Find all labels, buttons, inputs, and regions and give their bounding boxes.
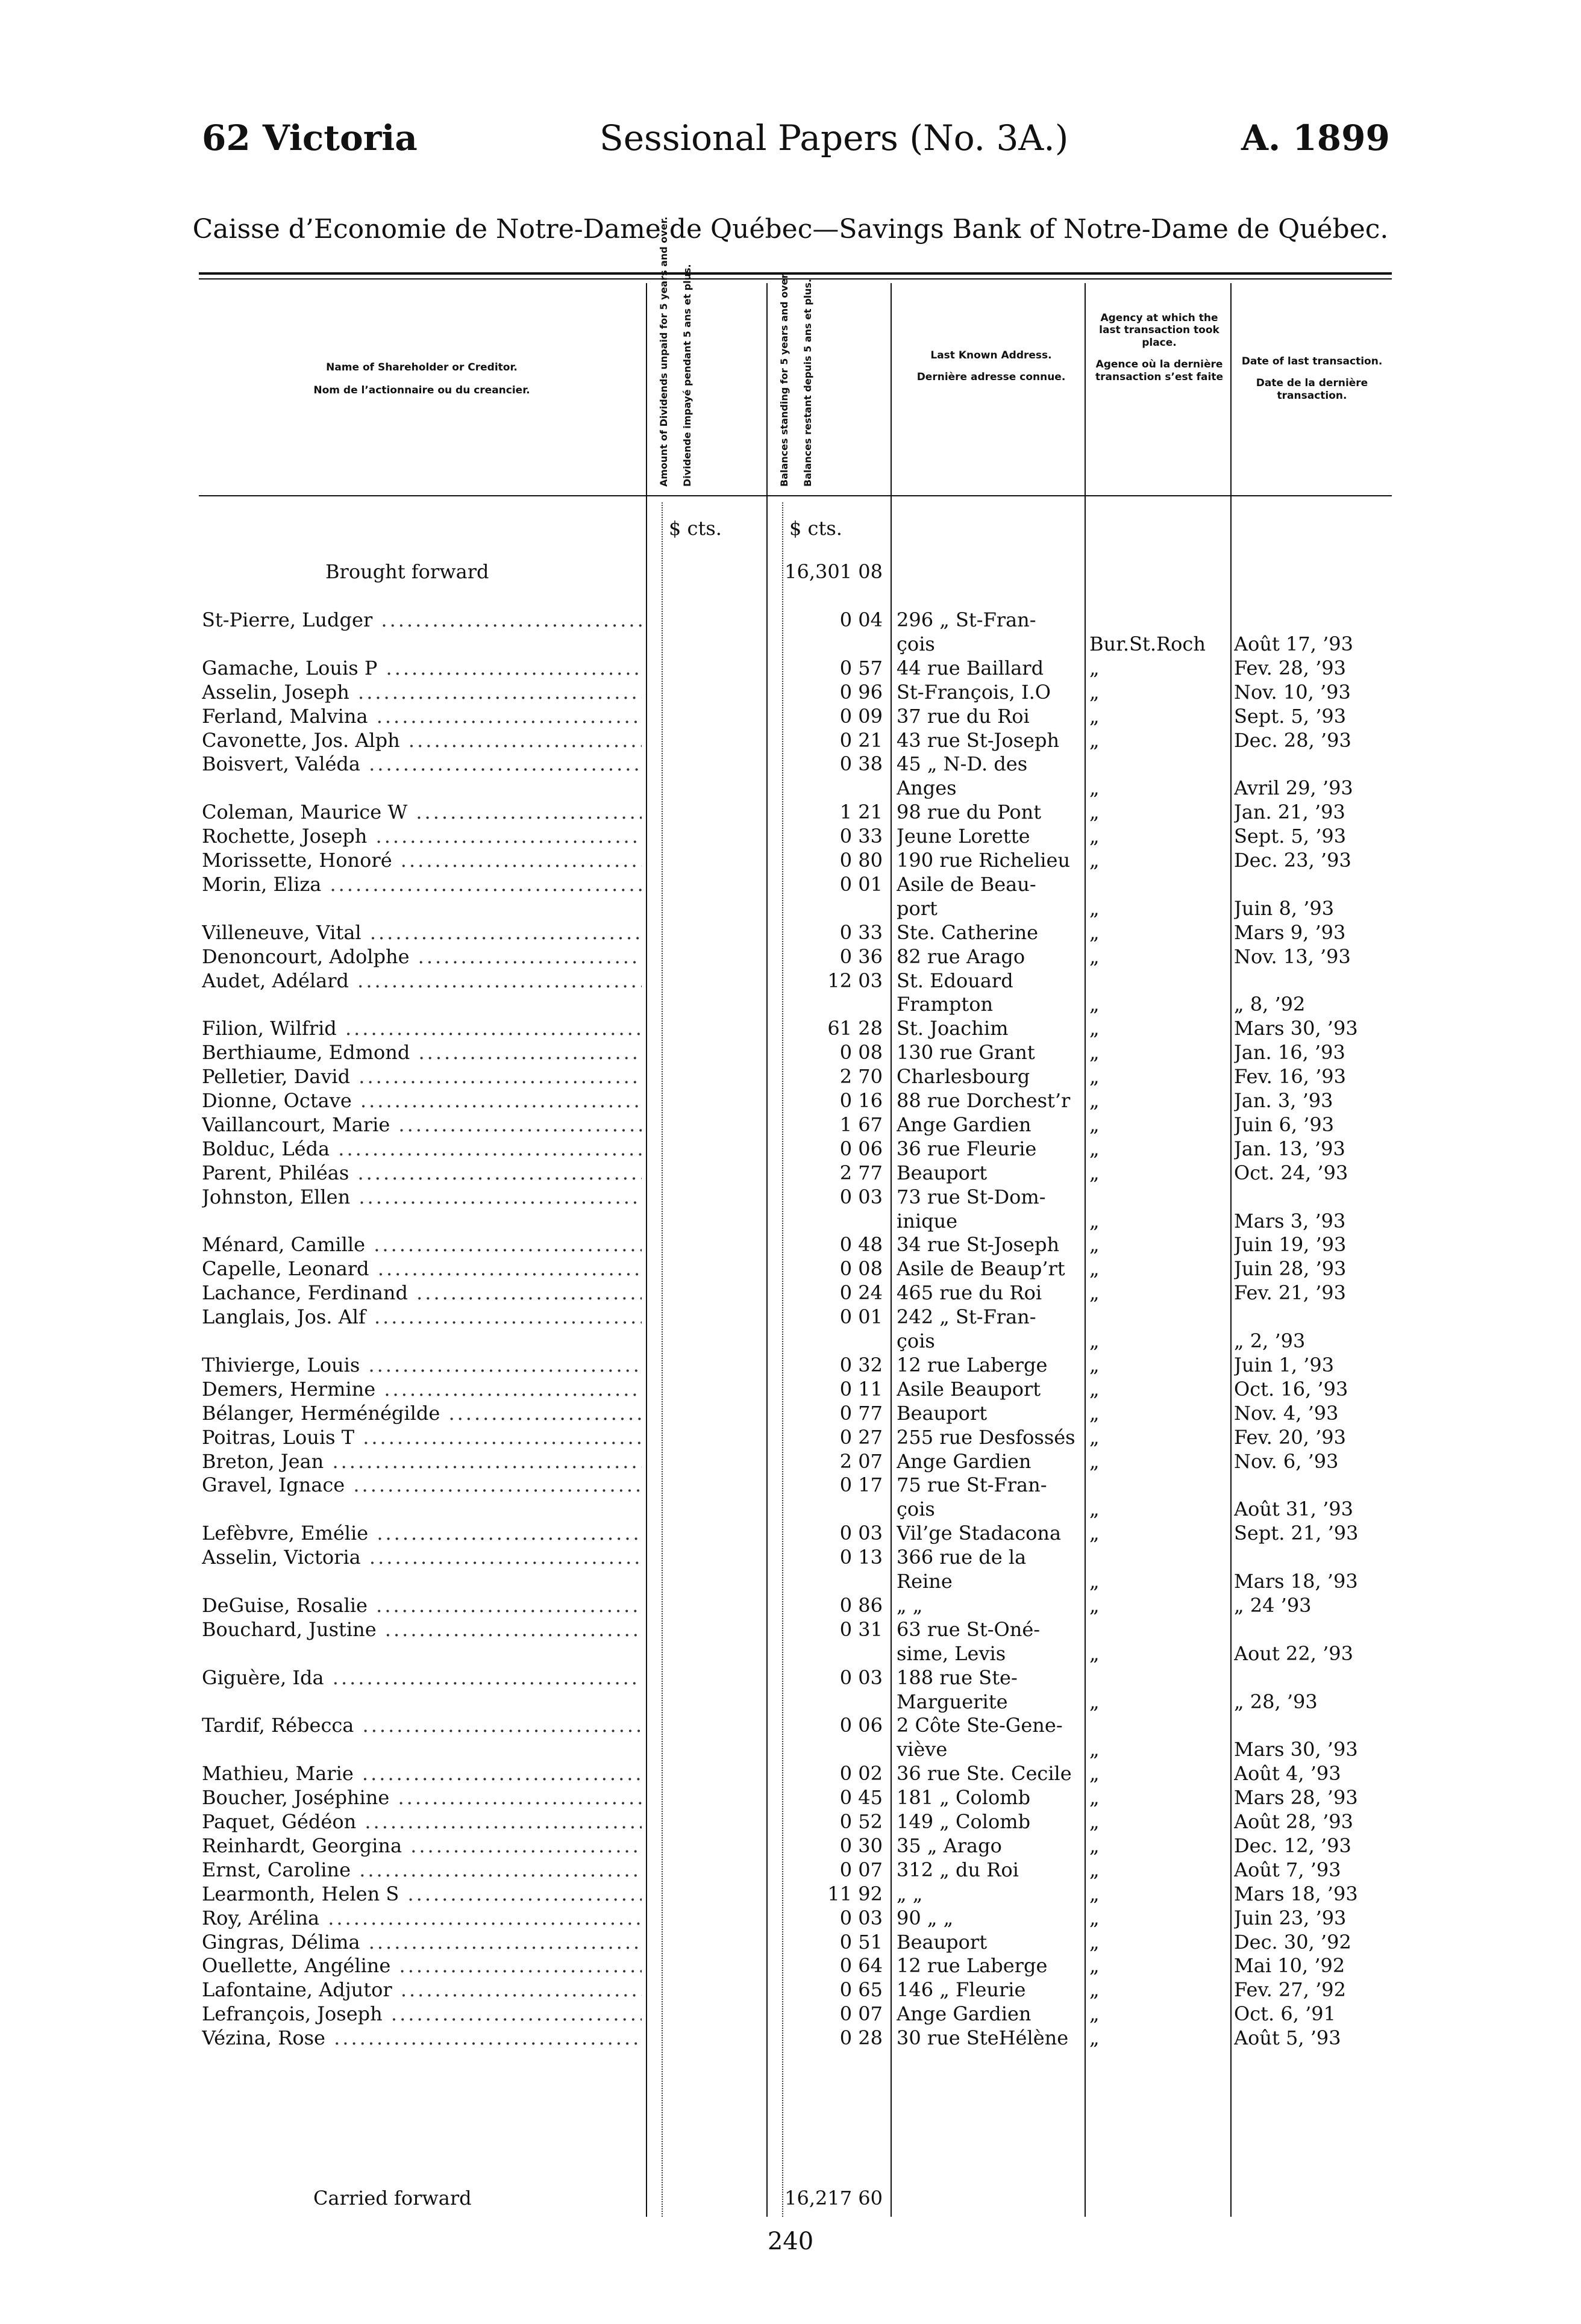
row-agency: „ [1089,1810,1100,1833]
row-address: inique [897,1210,958,1232]
row-address: 130 rue Grant [897,1041,1035,1064]
row-balance: 0 13 [839,1546,883,1569]
row-address: viève [897,1738,948,1761]
row-balance: 0 45 [839,1786,883,1809]
row-address: Charlesbourg [897,1065,1030,1088]
row-agency: „ [1089,849,1100,872]
row-date: Nov. 10, ’93 [1234,681,1351,704]
row-address: Ange Gardien [897,1113,1032,1136]
column-header-dividends-fr: Dividende impayé pendant 5 ans et plus. [681,264,693,487]
row-name: Lefèbvre, Emélie ..... [202,1522,642,1545]
row-date: Oct. 16, ’93 [1234,1378,1348,1401]
row-address: 2 Côte Ste-Gene- [897,1714,1063,1737]
row-date: Mars 18, ’93 [1234,1570,1358,1593]
row-balance: 0 57 [839,657,883,679]
row-name: Dionne, Octave ..... [202,1089,642,1112]
row-name: Giguère, Ida ..... [202,1666,642,1689]
row-date: Août 5, ’93 [1234,2026,1341,2049]
row-name: DeGuise, Rosalie ..... [202,1594,642,1617]
row-address: 312 „ du Roi [897,1858,1019,1881]
row-name: Johnston, Ellen ..... [202,1185,642,1208]
header-rule [199,495,1392,496]
row-address: Jeune Lorette [897,825,1030,848]
row-agency: „ [1089,2002,1100,2025]
row-balance: 0 02 [839,1762,883,1785]
row-name: Vézina, Rose ..... [202,2026,642,2049]
row-name: Pelletier, David ..... [202,1065,642,1088]
row-agency: „ [1089,1210,1100,1232]
row-name: Lafontaine, Adjutor ..... [202,1978,642,2001]
row-address: 43 rue St-Joseph [897,729,1060,752]
row-date: Nov. 4, ’93 [1234,1402,1339,1425]
row-address: çois [897,1329,935,1352]
row-date: Nov. 13, ’93 [1234,945,1351,968]
row-balance: 0 30 [839,1834,883,1857]
row-address: 75 rue St-Fran- [897,1473,1047,1496]
row-balance: 0 03 [839,1907,883,1929]
column-header-balances-fr: Balances restant depuis 5 ans et plus. [801,278,813,487]
row-date: Août 7, ’93 [1234,1858,1341,1881]
row-balance: 0 28 [839,2026,883,2049]
row-address: Frampton [897,993,994,1016]
header-year: A. 1899 [1241,117,1390,158]
row-name: Ferland, Malvina ..... [202,705,642,728]
row-balance: 0 80 [839,849,883,872]
header-volume: 62 Victoria [202,117,418,158]
row-date: Août 28, ’93 [1234,1810,1353,1833]
row-agency: „ [1089,1907,1100,1929]
row-address: 188 rue Ste- [897,1666,1018,1689]
row-name: St-Pierre, Ludger ..... [202,608,642,631]
column-rule-1b [662,502,663,2217]
row-name: Coleman, Maurice W ..... [202,801,642,823]
row-date: Jan. 16, ’93 [1234,1041,1345,1064]
balances-unit: $ cts. [789,517,842,540]
row-balance: 1 21 [839,801,883,823]
row-address: 36 rue Fleurie [897,1137,1037,1160]
row-date: „ 2, ’93 [1234,1329,1306,1352]
column-header-balances [778,272,815,487]
row-balance: 0 03 [839,1522,883,1545]
row-balance: 0 33 [839,921,883,944]
row-agency: „ [1089,1498,1100,1520]
row-address: 465 rue du Roi [897,1281,1042,1304]
row-agency: „ [1089,1858,1100,1881]
row-balance: 0 07 [839,2002,883,2025]
row-agency: „ [1089,1402,1100,1425]
row-balance: 0 08 [839,1041,883,1064]
row-name: Bolduc, Léda ..... [202,1137,642,1160]
row-date: Fev. 27, ’92 [1234,1978,1346,2001]
column-header-date [1235,355,1389,402]
row-balance: 0 03 [839,1666,883,1689]
row-balance: 61 28 [827,1017,883,1040]
row-name: Rochette, Joseph ..... [202,825,642,848]
row-address: 34 rue St-Joseph [897,1233,1060,1256]
row-date: Fev. 20, ’93 [1234,1426,1346,1449]
page-number: 240 [767,2228,814,2255]
column-header-agency-en: Agency at which the last transaction took place. [1099,312,1219,349]
row-address: St-François, I.O [897,681,1051,704]
row-balance: 0 17 [839,1473,883,1496]
row-address: 35 „ Arago [897,1834,1002,1857]
carried-forward-value: 16,217 60 [784,2187,883,2210]
row-address: Asile Beauport [897,1378,1041,1401]
row-date: Mars 28, ’93 [1234,1786,1358,1809]
row-date: Juin 19, ’93 [1234,1233,1347,1256]
row-balance: 12 03 [827,969,883,992]
row-balance: 0 77 [839,1402,883,1425]
row-address: 36 rue Ste. Cecile [897,1762,1072,1785]
row-agency: „ [1089,729,1100,752]
row-date: Sept. 21, ’93 [1234,1522,1359,1545]
row-name: Mathieu, Marie ..... [202,1762,642,1785]
row-name: Morin, Eliza ..... [202,873,642,896]
row-balance: 0 16 [839,1089,883,1112]
row-agency: „ [1089,1834,1100,1857]
row-balance: 2 07 [839,1450,883,1473]
row-agency: „ [1089,1522,1100,1545]
row-agency: „ [1089,1882,1100,1905]
row-date: Mars 9, ’93 [1234,921,1346,944]
row-balance: 0 36 [839,945,883,968]
row-date: Août 4, ’93 [1234,1762,1341,1785]
row-agency: „ [1089,776,1100,799]
row-name: Berthiaume, Edmond ..... [202,1041,642,1064]
row-balance: 0 64 [839,1954,883,1977]
row-agency: „ [1089,1978,1100,2001]
row-agency: „ [1089,1089,1100,1112]
row-name: Bélanger, Herménégilde ..... [202,1402,642,1425]
row-address: Beauport [897,1402,988,1425]
row-name: Villeneuve, Vital ..... [202,921,642,944]
row-address: 45 „ N-D. des [897,752,1028,775]
row-balance: 0 08 [839,1257,883,1280]
row-name: Boucher, Joséphine ..... [202,1786,642,1809]
row-date: Mars 3, ’93 [1234,1210,1346,1232]
row-address: St. Edouard [897,969,1013,992]
row-date: Dec. 30, ’92 [1234,1931,1351,1954]
row-date: Dec. 12, ’93 [1234,1834,1351,1857]
row-date: Avril 29, ’93 [1234,776,1353,799]
row-name: Reinhardt, Georgina ..... [202,1834,642,1857]
row-name: Ernst, Caroline ..... [202,1858,642,1881]
row-balance: 0 31 [839,1618,883,1641]
row-agency: „ [1089,1257,1100,1280]
row-balance: 0 27 [839,1426,883,1449]
column-header-agency-fr: Agence où la dernière transaction s’est faite [1095,358,1224,383]
column-header-dividends-en: Amount of Dividends unpaid for 5 years and over. [658,216,669,487]
row-agency: „ [1089,705,1100,728]
row-address: 242 „ St-Fran- [897,1305,1036,1328]
row-date: Fev. 28, ’93 [1234,657,1346,679]
row-date: Jan. 21, ’93 [1234,801,1345,823]
row-address: 366 rue de la [897,1546,1027,1569]
row-name: Breton, Jean ..... [202,1450,642,1473]
row-name: Thivierge, Louis ..... [202,1354,642,1376]
column-header-address [901,349,1082,384]
row-name: Gravel, Ignace ..... [202,1473,642,1496]
row-name: Morissette, Honoré ..... [202,849,642,872]
row-address: 190 rue Richelieu [897,849,1071,872]
row-address: port [897,897,938,920]
row-address: 296 „ St-Fran- [897,608,1036,631]
row-balance: 0 52 [839,1810,883,1833]
row-address: 181 „ Colomb [897,1786,1031,1809]
column-rule-2 [766,283,768,2217]
row-address: Beauport [897,1161,988,1184]
row-address: Ange Gardien [897,2002,1032,2025]
row-name: Lefrançois, Joseph ..... [202,2002,642,2025]
row-balance: 0 09 [839,705,883,728]
column-header-date-fr: Date de la dernière transaction. [1256,377,1368,402]
column-rule-3 [891,283,892,2217]
row-address: 37 rue du Roi [897,705,1030,728]
row-name: Langlais, Jos. Alf ..... [202,1305,642,1328]
row-address: 44 rue Baillard [897,657,1044,679]
row-balance: 0 04 [839,608,883,631]
row-address: 30 rue SteHélène [897,2026,1069,2049]
row-date: Août 31, ’93 [1234,1498,1353,1520]
row-balance: 0 06 [839,1714,883,1737]
row-agency: „ [1089,1426,1100,1449]
row-balance: 0 48 [839,1233,883,1256]
row-date: Mars 18, ’93 [1234,1882,1358,1905]
row-agency: „ [1089,1113,1100,1136]
row-name: Ménard, Camille ..... [202,1233,642,1256]
row-name: Asselin, Joseph ..... [202,681,642,704]
column-header-name-en: Name of Shareholder or Creditor. [326,361,518,373]
row-address: Ste. Catherine [897,921,1039,944]
row-name: Vaillancourt, Marie ..... [202,1113,642,1136]
row-date: Jan. 3, ’93 [1234,1089,1333,1112]
row-address: çois [897,1498,935,1520]
row-name: Bouchard, Justine ..... [202,1618,642,1641]
row-agency: „ [1089,2026,1100,2049]
row-balance: 0 03 [839,1185,883,1208]
row-address: 82 rue Arago [897,945,1025,968]
row-agency: Bur.St.Roch [1089,633,1206,655]
row-balance: 0 51 [839,1931,883,1954]
row-name: Tardif, Rébecca ..... [202,1714,642,1737]
row-agency: „ [1089,993,1100,1016]
row-agency: „ [1089,1329,1100,1352]
row-date: Dec. 28, ’93 [1234,729,1351,752]
row-address: Asile de Beaup’rt [897,1257,1065,1280]
document-title: Caisse d’Economie de Notre-Dame de Québec—Savings Bank of Notre-Dame de Québec. [192,214,1389,245]
row-address: 12 rue Laberge [897,1354,1048,1376]
row-balance: 0 01 [839,1305,883,1328]
row-agency: „ [1089,945,1100,968]
row-address: çois [897,633,935,655]
row-address: Asile de Beau- [897,873,1036,896]
row-agency: „ [1089,1041,1100,1064]
row-agency: „ [1089,1450,1100,1473]
row-date: Juin 8, ’93 [1234,897,1335,920]
row-date: Fev. 16, ’93 [1234,1065,1346,1088]
row-agency: „ [1089,1378,1100,1401]
row-address: 88 rue Dorchest’r [897,1089,1071,1112]
row-balance: 2 70 [839,1065,883,1088]
row-name: Ouellette, Angéline ..... [202,1954,642,1977]
row-agency: „ [1089,801,1100,823]
row-address: 149 „ Colomb [897,1810,1031,1833]
row-address: 255 rue Desfossés [897,1426,1075,1449]
row-name: Parent, Philéas ..... [202,1161,642,1184]
row-balance: 0 06 [839,1137,883,1160]
row-name: Boisvert, Valéda ..... [202,752,642,775]
row-address: Marguerite [897,1690,1008,1713]
row-agency: „ [1089,681,1100,704]
row-date: Juin 6, ’93 [1234,1113,1335,1136]
row-address: Ange Gardien [897,1450,1032,1473]
row-date: Oct. 24, ’93 [1234,1161,1348,1184]
row-agency: „ [1089,1954,1100,1977]
row-date: Nov. 6, ’93 [1234,1450,1339,1473]
row-name: Lachance, Ferdinand ..... [202,1281,642,1304]
column-rule-1 [646,283,647,2217]
row-address: 12 rue Laberge [897,1954,1048,1977]
row-agency: „ [1089,1137,1100,1160]
row-name: Learmonth, Helen S ..... [202,1882,642,1905]
row-balance: 0 21 [839,729,883,752]
column-header-address-fr: Dernière adresse connue. [916,371,1066,384]
column-header-name [205,361,639,397]
row-name: Demers, Hermine ..... [202,1378,642,1401]
row-date: Sept. 5, ’93 [1234,825,1347,848]
row-balance: 2 77 [839,1161,883,1184]
row-agency: „ [1089,1354,1100,1376]
row-balance: 0 86 [839,1594,883,1617]
row-name: Denoncourt, Adolphe ..... [202,945,642,968]
row-agency: „ [1089,1281,1100,1304]
row-name: Roy, Arélina ..... [202,1907,642,1929]
row-balance: 0 33 [839,825,883,848]
row-balance: 0 24 [839,1281,883,1304]
column-header-dividends [658,217,694,487]
row-agency: „ [1089,921,1100,944]
row-name: Filion, Wilfrid ..... [202,1017,642,1040]
row-date: Jan. 13, ’93 [1234,1137,1345,1160]
row-name: Gamache, Louis P ..... [202,657,642,679]
row-address: „ „ [897,1594,923,1617]
row-address: 63 rue St-Oné- [897,1618,1041,1641]
dividends-unit: $ cts. [669,517,722,540]
carried-forward-label: Carried forward [313,2187,472,2210]
row-balance: 0 65 [839,1978,883,2001]
row-agency: „ [1089,1931,1100,1954]
row-name: Capelle, Leonard ..... [202,1257,642,1280]
row-address: 90 „ „ [897,1907,954,1929]
row-agency: „ [1089,1690,1100,1713]
row-agency: „ [1089,1594,1100,1617]
row-agency: „ [1089,1738,1100,1761]
row-balance: 0 96 [839,681,883,704]
row-date: Mars 30, ’93 [1234,1738,1358,1761]
row-agency: „ [1089,1065,1100,1088]
row-date: „ 24 ’93 [1234,1594,1312,1617]
column-header-agency [1089,312,1229,383]
column-rule-5 [1230,283,1232,2217]
row-date: Dec. 23, ’93 [1234,849,1351,872]
row-name: Paquet, Gédéon ..... [202,1810,642,1833]
row-agency: „ [1089,1642,1100,1665]
row-date: Mai 10, ’92 [1234,1954,1345,1977]
brought-forward-value: 16,301 08 [784,560,883,583]
row-address: St. Joachim [897,1017,1009,1040]
row-date: Juin 28, ’93 [1234,1257,1347,1280]
row-date: „ 8, ’92 [1234,993,1306,1016]
row-agency: „ [1089,657,1100,679]
row-name: Gingras, Délima ..... [202,1931,642,1954]
row-date: Mars 30, ’93 [1234,1017,1358,1040]
row-address: 73 rue St-Dom- [897,1185,1046,1208]
row-address: Vil’ge Stadacona [897,1522,1062,1545]
row-agency: „ [1089,1570,1100,1593]
row-balance: 0 07 [839,1858,883,1881]
row-date: Juin 1, ’93 [1234,1354,1335,1376]
brought-forward-label: Brought forward [325,560,489,583]
column-rule-4 [1085,283,1086,2217]
row-balance: 0 01 [839,873,883,896]
row-agency: „ [1089,1161,1100,1184]
row-address: „ „ [897,1882,923,1905]
row-address: 146 „ Fleurie [897,1978,1026,2001]
row-agency: „ [1089,1762,1100,1785]
row-address: sime, Levis [897,1642,1006,1665]
row-date: Août 17, ’93 [1234,633,1353,655]
row-date: Aout 22, ’93 [1234,1642,1353,1665]
row-address: Beauport [897,1931,988,1954]
row-name: Poitras, Louis T ..... [202,1426,642,1449]
row-agency: „ [1089,1786,1100,1809]
header-sessional-papers: Sessional Papers (No. 3A.) [600,117,1069,158]
row-address: 98 rue du Pont [897,801,1042,823]
row-name: Asselin, Victoria ..... [202,1546,642,1569]
column-header-address-en: Last Known Address. [930,349,1052,361]
row-agency: „ [1089,825,1100,848]
row-address: Reine [897,1570,953,1593]
row-name: Cavonette, Jos. Alph ..... [202,729,642,752]
row-balance: 11 92 [827,1882,883,1905]
column-header-date-en: Date of last transaction. [1241,355,1383,367]
row-agency: „ [1089,897,1100,920]
row-agency: „ [1089,1017,1100,1040]
row-balance: 0 38 [839,752,883,775]
row-date: Oct. 6, ’91 [1234,2002,1336,2025]
row-agency: „ [1089,1233,1100,1256]
column-header-name-fr: Nom de l’actionnaire ou du creancier. [313,384,530,397]
row-address: Anges [897,776,957,799]
row-date: „ 28, ’93 [1234,1690,1318,1713]
row-date: Sept. 5, ’93 [1234,705,1347,728]
column-header-balances-en: Balances standing for 5 years and over. [778,271,790,487]
row-name: Audet, Adélard ..... [202,969,642,992]
row-date: Fev. 21, ’93 [1234,1281,1346,1304]
row-date: Juin 23, ’93 [1234,1907,1347,1929]
row-balance: 1 67 [839,1113,883,1136]
row-balance: 0 32 [839,1354,883,1376]
row-balance: 0 11 [839,1378,883,1401]
